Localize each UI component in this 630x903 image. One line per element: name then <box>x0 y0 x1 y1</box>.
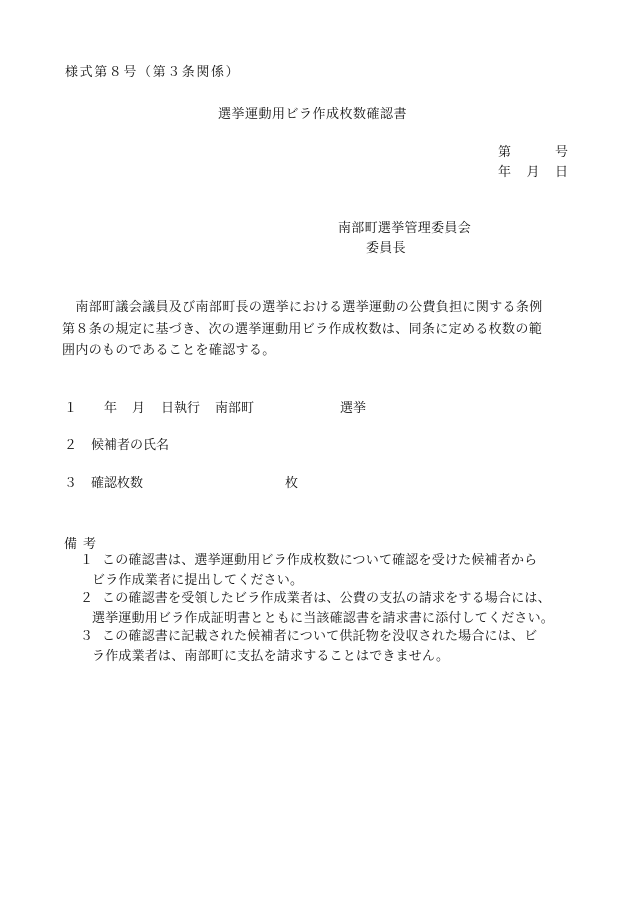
doc-number-dai: 第 <box>498 145 512 160</box>
document-number <box>498 144 568 165</box>
issuer-committee: 南部町選挙管理委員会 <box>338 221 472 236</box>
issuer-chair: 委員長 <box>366 241 406 256</box>
form-number: 様式第８号（第３条関係） <box>65 65 241 80</box>
remarks-heading: 備考 <box>64 537 103 552</box>
body-line: 南部町議会議員及び南部町長の選挙における選挙運動の公費負担に関する条例 <box>62 300 543 315</box>
document-title: 選挙運動用ビラ作成枚数確認書 <box>218 107 408 122</box>
item-3-label: 確認枚数 <box>91 476 144 491</box>
remark-line: 選挙運動用ビラ作成証明書とともに当該確認書を請求書に添付してください。 <box>92 611 555 626</box>
date-year: 年 <box>498 165 512 180</box>
remark-line: ビラ作成業者に提出してください。 <box>92 573 304 588</box>
remark-line: この確認書を受領したビラ作成業者は、公費の支払の請求をする場合には、 <box>102 591 551 606</box>
item-1-year: 年 <box>104 401 118 416</box>
item-1-day-exec: 日執行 <box>161 401 201 416</box>
doc-number-go: 号 <box>554 145 568 160</box>
remark-3 <box>80 627 590 667</box>
body-line: 囲内のものであることを確認する。 <box>62 343 276 358</box>
remark-1 <box>80 551 590 591</box>
remark-line: この確認書は、選挙運動用ビラ作成枚数について確認を受けた候補者から <box>102 553 538 568</box>
item-2-label: 候補者の氏名 <box>91 438 170 453</box>
remark-line: ラ作成業者は、南部町に支払を請求することはできません。 <box>92 649 450 664</box>
item-1-town: 南部町 <box>215 401 255 416</box>
body-line: 第８条の規定に基づき、次の選挙運動用ビラ作成枚数は、同条に定める枚数の範 <box>62 321 543 337</box>
date-month: 月 <box>526 165 540 180</box>
remark-2 <box>80 589 590 629</box>
remark-number: ３ <box>80 629 94 644</box>
item-1-month: 月 <box>132 401 146 416</box>
remark-number: １ <box>80 553 94 568</box>
item-3-unit: 枚 <box>285 476 299 491</box>
item-3-number: ３ <box>64 476 78 491</box>
item-2-number: ２ <box>64 438 78 453</box>
issue-date <box>498 164 568 182</box>
body-paragraph <box>62 297 582 362</box>
date-day: 日 <box>554 165 568 180</box>
remark-line: この確認書に記載された候補者について供託物を没収された場合には、ビ <box>102 629 538 644</box>
remark-number: ２ <box>80 591 94 606</box>
item-1-number: １ <box>64 401 78 416</box>
item-1-election: 選挙 <box>340 401 367 416</box>
